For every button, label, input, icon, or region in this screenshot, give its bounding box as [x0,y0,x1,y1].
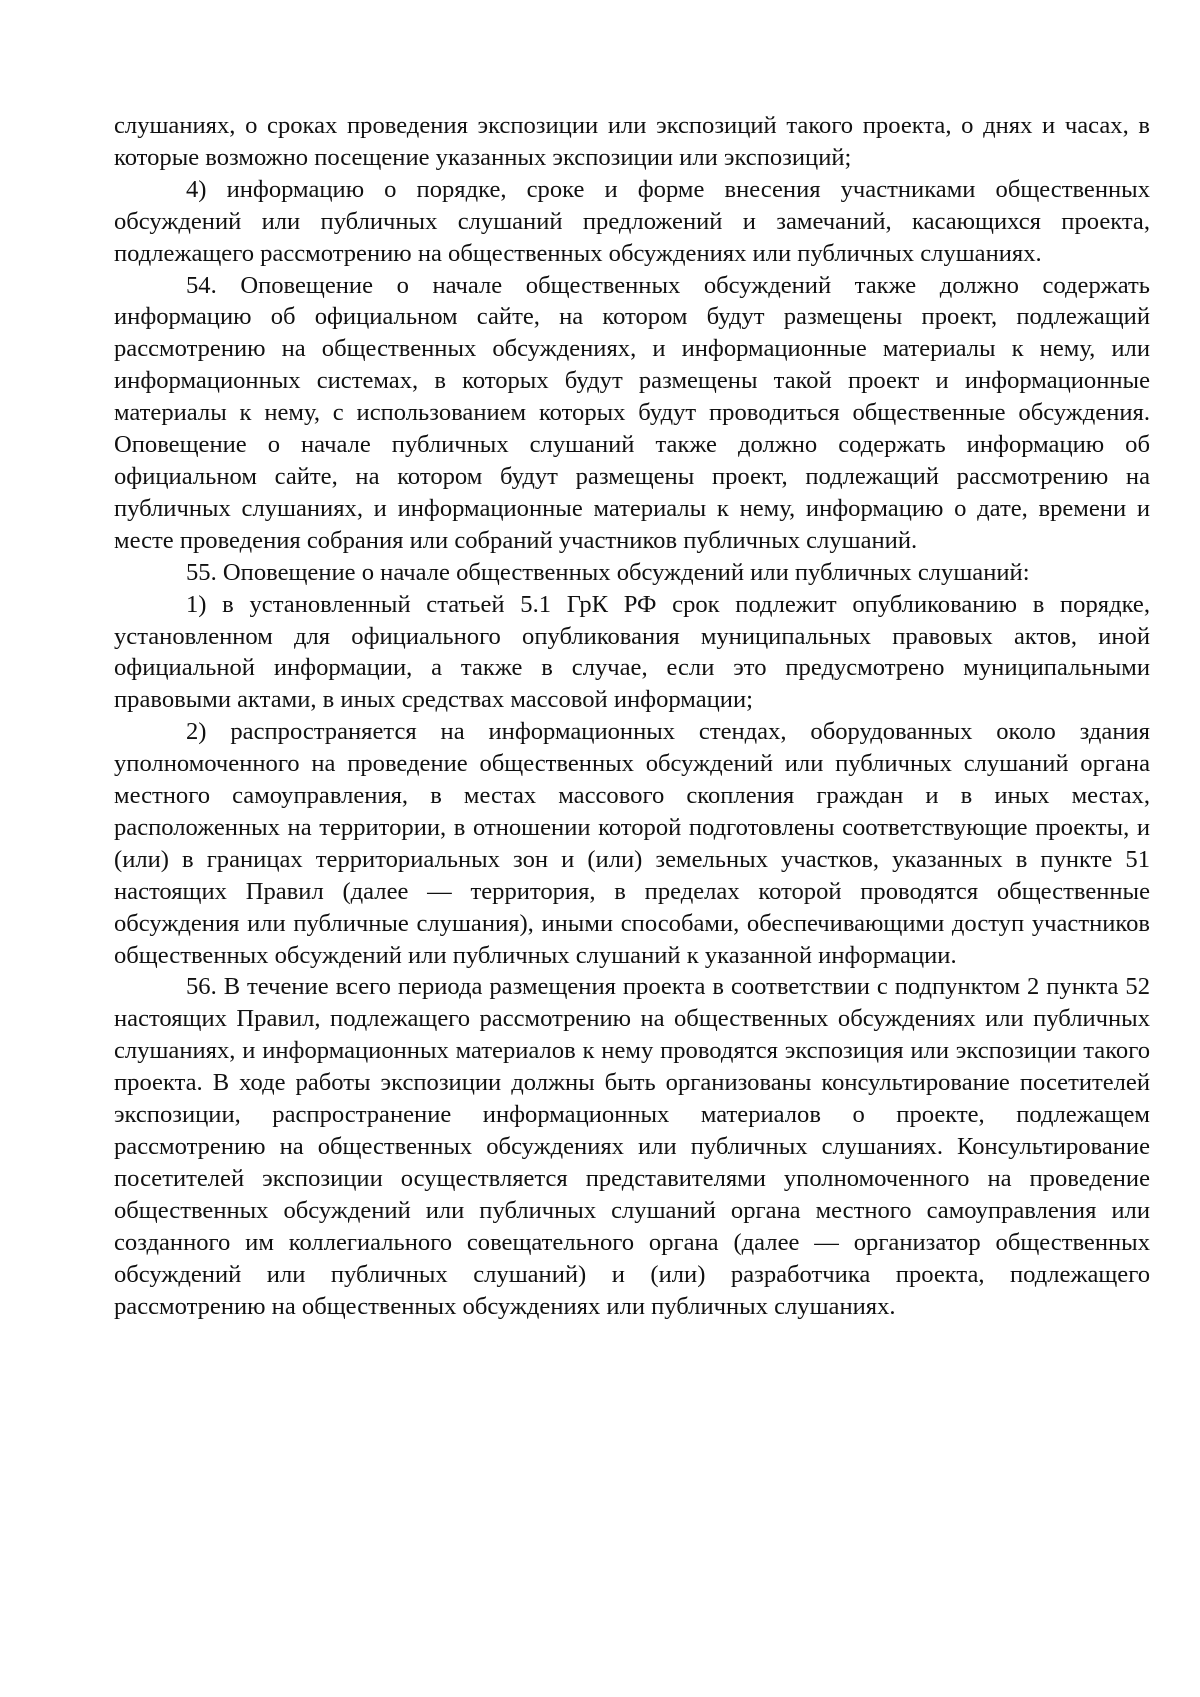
paragraph-55-item-2: 2) распространяется на информационных стендах, оборудованных около здания уполномоченного на проведение общественных обсуждений или публичных слушаний органа местного самоуправления, в местах массового скопления граждан и в иных местах, расположенных на территории, в отношении которой подготовлены соответствующие проекты, и (или) в границах территориальных зон и (или) земельных участков, указанных в пункте 51 настоящих Правил (далее — территория, в пределах которой проводятся общественные обсуждения или публичные слушания), иными способами, обеспечивающими доступ участников общественных обсуждений или публичных слушаний к указанной информации. [114,718,1150,969]
document-page [114,110,1150,1322]
paragraph-item-4: 4) информацию о порядке, сроке и форме внесения участниками общественных обсуждений или публичных слушаний предложений и замечаний, касающихся проекта, подлежащего рассмотрению на общественных обсуждениях или публичных слушаниях. [114,175,1150,267]
paragraph-continuation: слушаниях, о сроках проведения экспозиции или экспозиций такого проекта, о днях и часах, в которые возможно посещение указанных экспозиции или экспозиций; [114,112,1150,171]
paragraph-54: 54. Оповещение о начале общественных обсуждений также должно содержать информацию об официальном сайте, на котором будут размещены проект, подлежащий рассмотрению на общественных обсуждениях, и информационные материалы к нему, или информационных системах, в которых будут размещены такой проект и информационные материалы к нему, с использованием которых будут проводиться общественные обсуждения. Оповещение о начале публичных слушаний также должно содержать информацию об официальном сайте, на котором будут размещены проект, подлежащий рассмотрению на публичных слушаниях, и информационные материалы к нему, информацию о дате, времени и месте проведения собрания или собраний участников публичных слушаний. [114,271,1150,554]
paragraph-55-item-1: 1) в установленный статьей 5.1 ГрК РФ срок подлежит опубликованию в порядке, установленном для официального опубликования муниципальных правовых актов, иной официальной информации, а также в случае, если это предусмотрено муниципальными правовыми актами, в иных средствах массовой информации; [114,590,1150,714]
paragraph-55: 55. Оповещение о начале общественных обсуждений или публичных слушаний: [186,558,1030,586]
paragraph-56: 56. В течение всего периода размещения проекта в соответствии с подпунктом 2 пункта 52 настоящих Правил, подлежащего рассмотрению на общественных обсуждениях или публичных слушаниях, и информационных материалов к нему проводятся экспозиция или экспозиции такого проекта. В ходе работы экспозиции должны быть организованы консультирование посетителей экспозиции, распространение информационных материалов о проекте, подлежащем рассмотрению на общественных обсуждениях или публичных слушаниях. Консультирование посетителей экспозиции осуществляется представителями уполномоченного на проведение общественных обсуждений или публичных слушаний органа местного самоуправления или созданного им коллегиального совещательного органа (далее — организатор общественных обсуждений или публичных слушаний) и (или) разработчика проекта, подлежащего рассмотрению на общественных обсуждениях или публичных слушаниях. [114,973,1150,1320]
